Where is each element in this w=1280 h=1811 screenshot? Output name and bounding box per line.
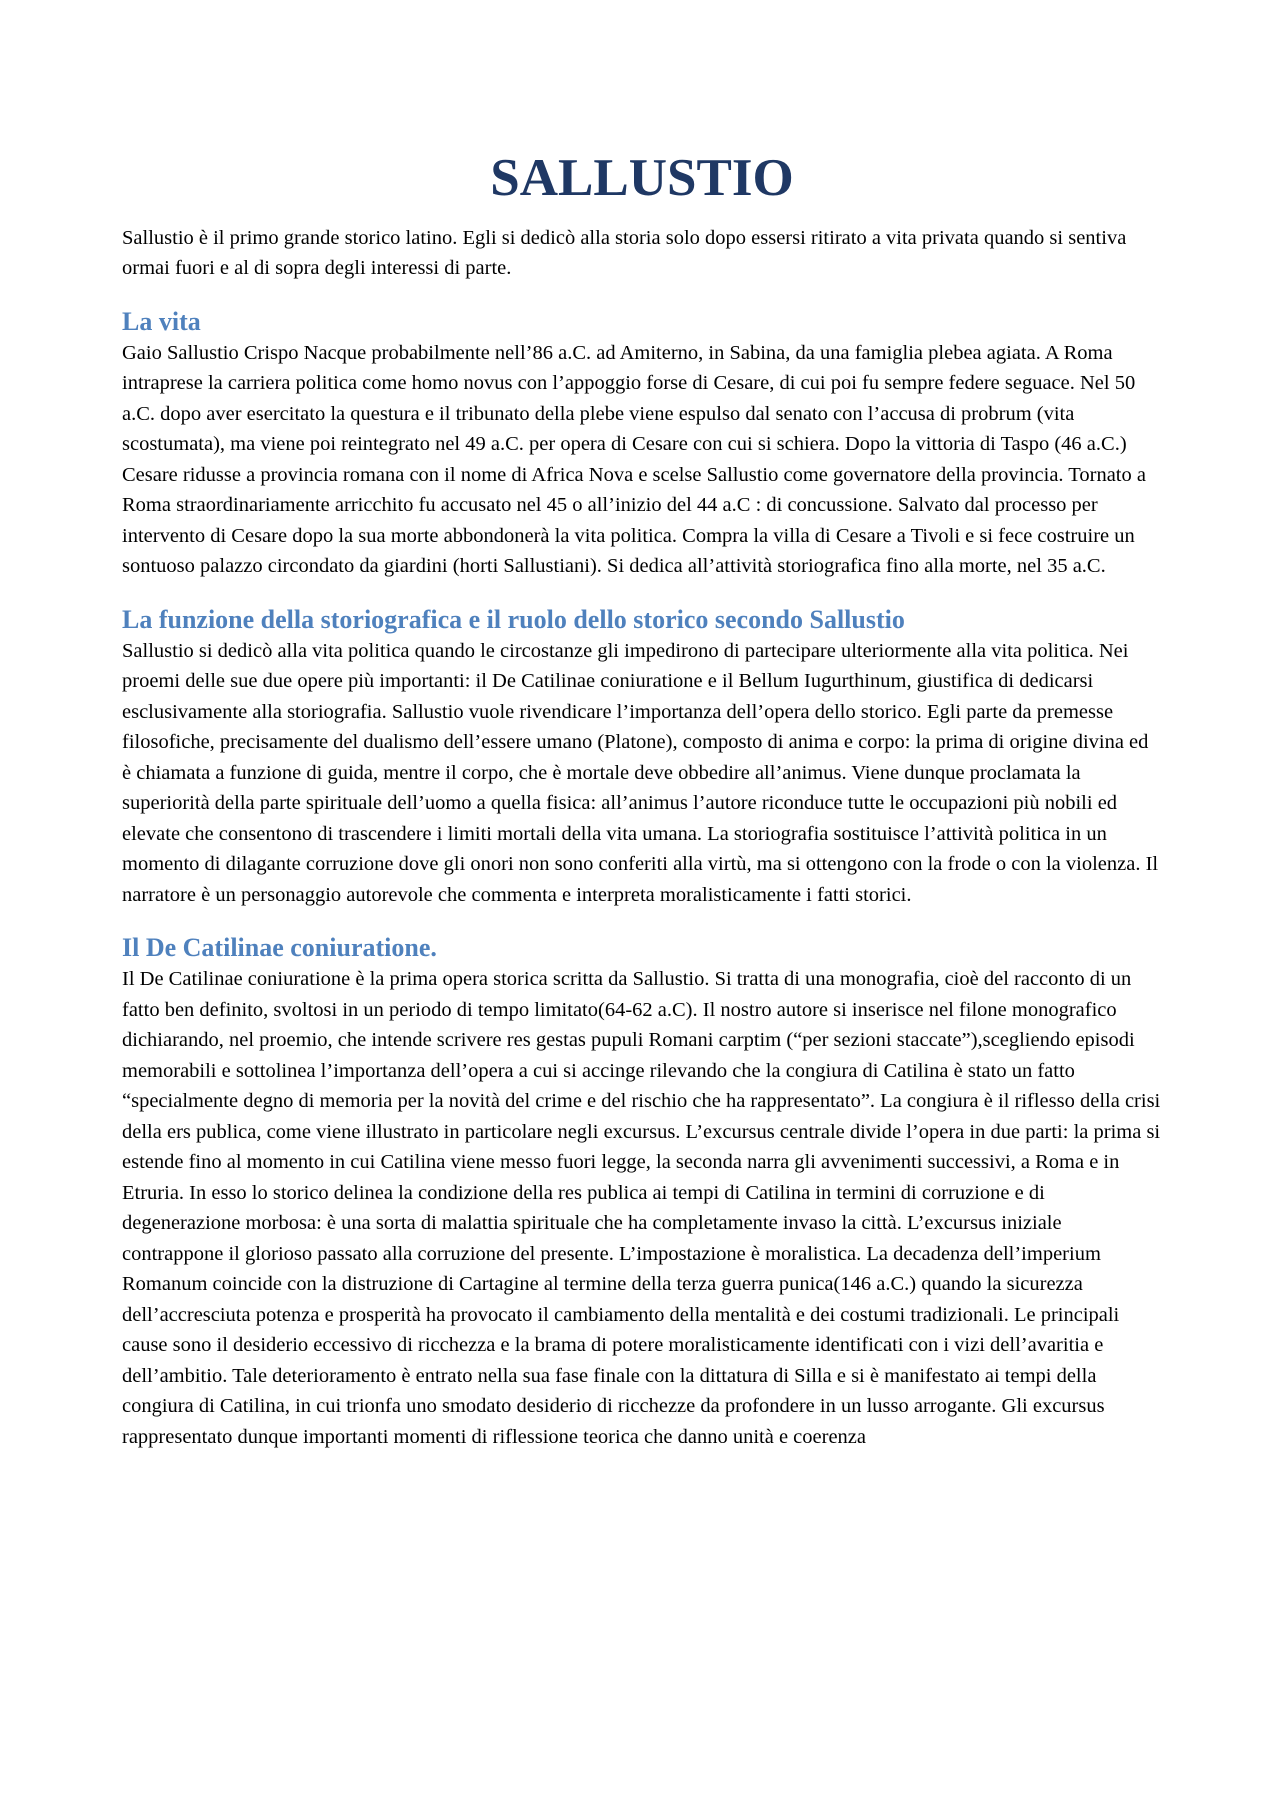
section-body-de-catilinae: Il De Catilinae coniuratione è la prima opera storica scritta da Sallustio. Si tratta di una monografia, cioè del racconto di un fatto ben definito, svoltosi in un periodo di tempo limitato(64-62 a.C). Il nostro autore si inserisce nel filone monografico dichiarando, nel proemio, che intende scrivere res gestas pupuli Romani carptim (“per sezioni staccate”),scegliendo episodi memorabili e sottolinea l’importanza dell’opera a cui si accinge rilevando che la congiura di Catilina è stato un fatto “specialmente degno di memoria per la novità del crime e del rischio che ha rappresentato”. La congiura è il riflesso della crisi della ers publica, come viene illustrato in particolare negli excursus. L’excursus centrale divide l’opera in due parti: la prima si estende fino al momento in cui Catilina viene messo fuori legge, la seconda narra gli avvenimenti successivi, a Roma e in Etruria. In esso lo storico delinea la condizione della res publica ai tempi di Catilina in termini di corruzione e di degenerazione morbosa: è una sorta di malattia spirituale che ha completamente invaso la città. L’excursus iniziale contrappone il glorioso passato alla corruzione del presente. L’impostazione è moralistica. La decadenza dell’imperium Romanum coincide con la distruzione di Cartagine al termine della terza guerra punica(146 a.C.) quando la sicurezza dell’accresciuta potenza e prosperità ha provocato il cambiamento della mentalità e dei costumi tradizionali. Le principali cause sono il desiderio eccessivo di ricchezza e la brama di potere moralisticamente identificati con i vizi dell’avaritia e dell’ambitio. Tale deterioramento è entrato nella sua fase finale con la dittatura di Silla e si è manifestato ai tempi della congiura di Catilina, in cui trionfa uno smodato desiderio di ricchezze da profondere in un lusso arrogante. Gli excursus rappresentato dunque importanti momenti di riflessione teorica che danno unità e coerenza — [122, 968, 1161, 1448]
section-heading-la-vita: La vita — [122, 306, 201, 336]
section-heading-funzione-storiografica: La funzione della storiografica e il ruolo dello storico secondo Sallustio — [122, 604, 905, 634]
section-body-funzione-storiografica: Sallustio si dedicò alla vita politica quando le circostanze gli impedirono di partecipare ulteriormente alla vita politica. Nei proemi delle sue due opere più importanti: il De Catilinae coniuratione e il Bellum Iugurthinum, giustifica di dedicarsi esclusivamente alla storiografia. Sallustio vuole rivendicare l’importanza dell’opera dello storico. Egli parte da premesse filosofiche, precisamente del dualismo dell’essere umano (Platone), composto di anima e corpo: la prima di origine divina ed è chiamata a funzione di guida, mentre il corpo, che è mortale deve obbedire all’animus. Viene dunque proclamata la superiorità della parte spirituale dell’uomo a quella fisica: all’animus l’autore riconduce tutte le occupazioni più nobili ed elevate che consentono di trascendere i limiti mortali della vita umana. La storiografia sostituisce l’attività politica in un momento di dilagante corruzione dove gli onori non sono conferiti alla virtù, ma si ottengono con la frode o con la violenza. Il narratore è un personaggio autorevole che commenta e interpreta moralisticamente i fatti storici. — [122, 639, 1159, 906]
intro-paragraph: Sallustio è il primo grande storico latino. Egli si dedicò alla storia solo dopo essersi ritirato a vita privata quando si sentiva ormai fuori e al di sopra degli interessi di parte. — [122, 226, 1127, 280]
section-heading-de-catilinae: Il De Catilinae coniuratione. — [122, 933, 437, 963]
page-title: SALLUSTIO — [490, 149, 794, 207]
document-body — [122, 148, 1162, 1452]
section-body-la-vita: Gaio Sallustio Crispo Nacque probabilmente nell’86 a.C. ad Amiterno, in Sabina, da una famiglia plebea agiata. A Roma intraprese la carriera politica come homo novus con l’appoggio forse di Cesare, di cui poi fu sempre federe seguace. Nel 50 a.C. dopo aver esercitato la questura e il tribunato della plebe viene espulso dal senato con l’accusa di probrum (vita scostumata), ma viene poi reintegrato nel 49 a.C. per opera di Cesare con cui si schiera. Dopo la vittoria di Taspo (46 a.C.) Cesare ridusse a provincia romana con il nome di Africa Nova e scelse Sallustio come governatore della provincia. Tornato a Roma straordinariamente arricchito fu accusato nel 45 o all’inizio del 44 a.C : di concussione. Salvato dal processo per intervento di Cesare dopo la sua morte abbondonerà la vita politica. Compra la villa di Cesare a Tivoli e si fece costruire un sontuoso palazzo circondato da giardini (horti Sallustiani). Si dedica all’attività storiografica fino alla morte, nel 35 a.C. — [122, 341, 1146, 578]
